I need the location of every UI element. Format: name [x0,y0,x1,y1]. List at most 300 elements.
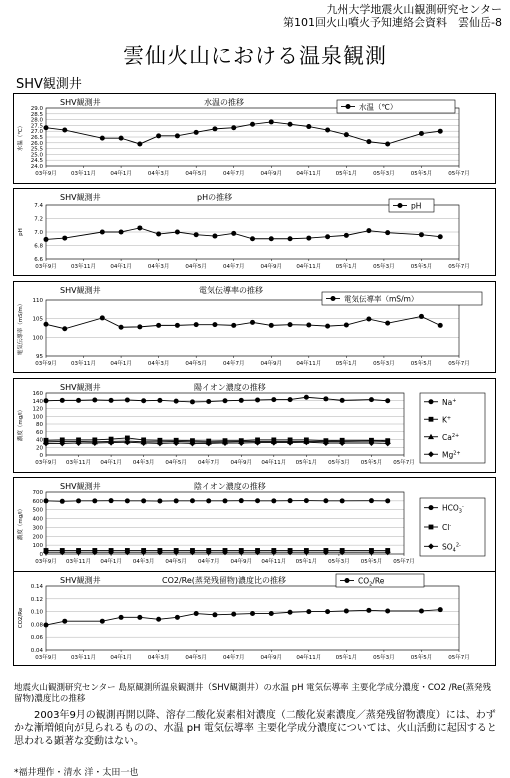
data-point [119,136,124,141]
legend-label-1: $CO_2/Re$ [358,576,385,588]
data-point [125,498,130,503]
legend-marker [345,578,350,583]
data-point [157,398,162,403]
data-point [137,141,142,146]
y-tick-label: 120 [32,406,43,413]
x-tick-label: 04年5月 [185,171,207,177]
page-title: 雲仙火山における温泉観測 [123,44,387,68]
y-tick-label: 0.14 [30,584,43,590]
data-point [206,498,211,503]
legend-marker [429,399,434,404]
data-point [306,323,311,328]
data-point [60,398,65,403]
x-tick-label: 04年11月 [261,460,287,466]
legend-label-1: 水温（℃） [359,102,398,112]
data-point [419,314,424,319]
y-tick-label: 26.5 [30,135,43,141]
chart-panel-conductivity [13,281,496,373]
chart-well-label: SHV観測井 [60,383,101,392]
data-point [239,398,244,403]
data-point [119,230,124,235]
data-point [175,615,180,620]
data-point [76,398,81,403]
series-1 [44,225,443,241]
y-tick-label: 0.08 [30,622,43,629]
chart-panel-ph [13,188,496,276]
x-tick-label: 04年1月 [100,460,122,466]
x-tick-label: 05年3月 [328,460,350,466]
x-tick-label: 05年5月 [410,171,433,177]
x-tick-label: 03年11月 [71,264,97,270]
y-tick-label: 200 [32,534,43,541]
x-tick-label: 05年5月 [410,655,433,661]
series-line [46,316,440,328]
data-point [206,399,211,404]
data-point [194,232,199,237]
chart-title: CO2/Re(蒸発残留物)濃度比の推移 [162,576,287,585]
x-tick-label: 04年9月 [260,264,283,270]
data-point [100,619,105,624]
data-point [419,131,424,136]
data-point [288,236,293,241]
data-point [306,124,311,129]
data-point [212,234,217,239]
chart-well-label: SHV観測井 [60,576,101,585]
data-point [323,498,328,503]
y-tick-label: 7.4 [34,203,43,209]
series-1 [44,498,391,504]
body-text [14,709,500,748]
x-tick-label: 03年11月 [66,460,92,466]
data-point [92,397,97,402]
y-tick-label: 28.0 [30,117,43,124]
chart-well-label: SHV観測井 [60,286,101,295]
data-point [250,611,255,616]
legend-label-2: Cl- [442,523,452,532]
y-axis-label: 濃度（mg/l） [18,406,24,442]
x-tick-label: 03年9月 [35,171,57,177]
legend-marker [398,203,403,208]
y-tick-label: 25.0 [30,152,43,159]
data-point [44,623,49,628]
x-tick-label: 03年11月 [71,171,97,177]
chart-title: 陰イオン濃度の推移 [194,482,266,491]
y-tick-label: 400 [32,516,43,523]
chart-well-label: SHV観測井 [60,193,101,202]
y-tick-label: 7.0 [34,230,43,236]
y-axis-label: 濃度（mg/l） [18,505,24,541]
y-tick-label: 0.06 [30,635,43,642]
x-tick-label: 04年5月 [185,655,207,661]
y-axis-label: pH [18,228,24,236]
x-tick-label: 05年7月 [448,171,470,177]
data-point [288,498,293,503]
x-tick-label: 05年7月 [393,559,415,565]
chart-panel-cations [13,378,496,473]
y-tick-label: 25.5 [30,146,43,153]
x-tick-label: 05年3月 [373,264,395,270]
data-point [62,326,67,331]
data-point [325,234,330,239]
data-point [141,398,146,403]
x-tick-label: 03年9月 [35,655,57,661]
data-point [194,322,199,327]
y-tick-label: 0.10 [30,609,43,616]
data-point [156,323,161,328]
x-tick-label: 04年9月 [230,559,253,565]
x-tick-label: 04年5月 [185,361,207,367]
y-tick-label: 27.5 [30,123,43,130]
data-point [174,399,179,404]
data-point [344,323,349,328]
y-tick-label: 140 [32,398,43,405]
legend-marker [429,417,434,422]
x-tick-label: 04年1月 [110,655,132,661]
x-tick-label: 03年9月 [35,361,57,367]
series-line [46,228,440,239]
y-axis-label: CO2/Re [18,607,24,629]
data-point [366,228,371,233]
y-tick-label: 0 [39,552,43,558]
x-tick-label: 04年3月 [147,655,170,661]
x-tick-label: 05年1月 [335,655,358,661]
chart-title: 水温の推移 [204,98,244,107]
data-point [100,136,105,141]
x-tick-label: 05年1月 [335,361,358,367]
data-point [175,133,180,138]
series-line [46,610,440,625]
chart-title: pHの推移 [197,193,233,202]
data-point [109,498,114,503]
chart-well-label: SHV観測井 [60,98,101,107]
data-point [194,611,199,616]
data-point [175,323,180,328]
legend-label-1: Na+ [442,397,457,407]
data-point [269,323,274,328]
x-tick-label: 05年1月 [335,264,358,270]
data-point [137,615,142,620]
y-tick-label: 20 [36,445,43,452]
data-point [137,324,142,329]
chart-well-label: SHV観測井 [60,482,101,491]
y-tick-label: 600 [32,498,43,505]
x-tick-label: 05年3月 [373,655,395,661]
data-point [250,122,255,127]
data-point [385,141,390,146]
plot-frame [46,586,459,650]
data-point [323,396,328,401]
y-tick-label: 28.5 [30,111,43,118]
data-point [212,126,217,131]
x-tick-label: 04年7月 [222,171,245,177]
x-tick-label: 03年9月 [35,460,57,466]
y-tick-label: 500 [32,507,43,514]
x-tick-label: 03年11月 [66,559,92,565]
x-tick-label: 04年3月 [147,171,170,177]
legend-label-3: $Ca^{2+}$ [442,432,460,442]
data-point [271,397,276,402]
data-point [325,324,330,329]
data-point [369,397,374,402]
x-tick-label: 03年11月 [71,655,97,661]
data-point [174,498,179,503]
chart-title: 電気伝導率の推移 [199,286,263,295]
chart-co2-ratio [14,572,495,665]
data-point [100,315,105,320]
data-point [385,321,390,326]
y-tick-label: 26.0 [30,140,43,147]
y-tick-label: 100 [32,414,43,421]
x-tick-label: 05年7月 [393,460,415,466]
data-point [190,498,195,503]
data-point [366,139,371,144]
data-point [44,498,49,503]
y-tick-label: 100 [32,543,43,550]
data-point [156,133,161,138]
data-point [385,608,390,613]
chart-panel-co2-ratio [13,571,496,666]
data-point [157,499,162,504]
y-tick-label: 95 [36,354,43,360]
data-point [288,122,293,127]
data-point [340,398,345,403]
x-tick-label: 04年11月 [296,655,322,661]
y-tick-label: 27.0 [30,129,43,136]
data-point [62,128,67,133]
data-point [223,498,228,503]
x-tick-label: 04年9月 [260,361,283,367]
x-tick-label: 05年7月 [448,264,470,270]
data-point [438,323,443,328]
x-tick-label: 05年5月 [410,361,433,367]
data-point [223,398,228,403]
data-point [369,498,374,503]
data-point [344,132,349,137]
x-tick-label: 05年3月 [328,559,350,565]
x-tick-label: 04年1月 [110,171,132,177]
x-tick-label: 04年3月 [132,559,155,565]
data-point [344,608,349,613]
data-point [385,230,390,235]
data-point [141,498,146,503]
x-tick-label: 04年3月 [132,460,155,466]
data-point [190,399,195,404]
figure-caption: 地震火山観測研究センター 島原観測所温泉観測井（SHV観測井）の水温 pH 電気伝導率 主要化学成分濃度・CO2 /Re(蒸発残留物)濃度比の推移 [14,683,492,704]
chart-temperature [14,94,495,183]
chart-title: 陽イオン濃度の推移 [194,383,266,392]
chart-anions [14,478,495,573]
y-tick-label: 60 [36,429,43,436]
data-point [212,322,217,327]
data-point [269,236,274,241]
data-point [125,397,130,402]
data-point [231,612,236,617]
y-tick-label: 300 [32,525,43,532]
data-point [366,317,371,322]
chart-panel-temperature [13,93,496,184]
data-point [325,128,330,133]
chart-conductivity [14,282,495,372]
y-tick-label: 100 [32,335,43,342]
y-tick-label: 24.0 [30,164,43,170]
authors: *福井理作・清水 洋・太田一也 [14,768,139,778]
data-point [250,236,255,241]
x-tick-label: 04年11月 [296,264,322,270]
x-tick-label: 04年1月 [110,264,132,270]
data-point [44,237,49,242]
x-tick-label: 04年3月 [147,264,170,270]
x-tick-label: 05年7月 [448,655,470,661]
x-tick-label: 05年1月 [295,460,318,466]
data-point [231,323,236,328]
series-1 [44,314,443,331]
x-tick-label: 04年9月 [230,460,253,466]
y-tick-label: 105 [32,316,43,323]
chart-cations [14,379,495,472]
y-axis-label: 水温（℃） [18,122,24,152]
data-point [60,499,65,504]
y-tick-label: 700 [32,490,43,496]
legend-marker [346,104,351,109]
data-point [325,609,330,614]
data-point [44,125,49,130]
y-tick-label: 80 [36,422,43,428]
data-point [340,498,345,503]
y-tick-label: 160 [32,391,43,397]
data-point [250,320,255,325]
y-tick-label: 0.04 [30,648,43,654]
legend-label-3: $SO_4^{2-}$ [442,542,461,554]
y-tick-label: 7.2 [34,216,43,223]
data-point [288,397,293,402]
x-tick-label: 05年5月 [410,264,433,270]
legend-marker [331,296,336,301]
body-paragraph: 2003年9月の観測再開以降、溶存二酸化炭素相対濃度（二酸化炭素濃度／蒸発残留物濃度）には、わずかな漸増傾向が見られるものの、水温 pH 電気伝導率 主要化学成分濃度については、火山活動に起因すると思われる顕著な変動はない。 [14,710,497,747]
data-point [304,498,309,503]
data-point [137,225,142,230]
series-1 [44,395,391,405]
data-point [385,398,390,403]
chart-panel-anions [13,477,496,574]
y-tick-label: 6.8 [34,243,43,250]
data-point [255,498,260,503]
legend-label-1: pH [411,201,422,211]
legend-label-1: $HCO_3^-$ [442,503,464,515]
y-tick-label: 110 [32,298,43,304]
x-tick-label: 05年7月 [448,361,470,367]
x-tick-label: 04年9月 [260,171,283,177]
y-tick-label: 0 [39,453,43,459]
x-tick-label: 04年11月 [296,361,322,367]
legend-marker [429,525,434,530]
legend-label-4: $Mg^{2+}$ [442,450,461,460]
legend-label-2: K+ [442,415,452,425]
data-point [269,119,274,124]
data-point [119,615,124,620]
x-tick-label: 05年3月 [373,171,395,177]
x-tick-label: 04年7月 [222,264,245,270]
data-point [344,233,349,238]
data-point [44,322,49,327]
header-line-2: 第101回火山噴火予知連絡会資料 雲仙岳-8 [283,16,502,29]
y-tick-label: 0.12 [30,596,43,603]
x-tick-label: 04年3月 [147,361,170,367]
data-point [231,125,236,130]
y-tick-label: 40 [36,437,43,444]
data-point [288,610,293,615]
x-tick-label: 03年9月 [35,264,57,270]
x-tick-label: 03年11月 [71,361,97,367]
data-point [419,608,424,613]
data-point [269,611,274,616]
data-point [194,130,199,135]
x-tick-label: 04年1月 [100,559,122,565]
chart-ph [14,189,495,275]
x-tick-label: 04年5月 [185,264,207,270]
data-point [231,231,236,236]
data-point [288,322,293,327]
x-tick-label: 04年11月 [296,171,322,177]
x-tick-label: 03年9月 [35,559,57,565]
section-label: SHV観測井 [16,77,82,92]
data-point [419,232,424,237]
data-point [239,498,244,503]
data-point [119,325,124,330]
data-point [62,619,67,624]
data-point [109,398,114,403]
data-point [156,617,161,622]
x-tick-label: 04年7月 [197,460,220,466]
x-tick-label: 05年5月 [360,460,383,466]
y-tick-label: 24.5 [30,158,43,165]
legend-label-1: 電気伝導率（mS/m） [344,294,419,304]
legend-marker [429,505,434,510]
data-point [76,498,81,503]
x-tick-label: 04年7月 [222,655,245,661]
data-point [306,236,311,241]
data-point [44,398,49,403]
data-point [438,607,443,612]
data-point [212,612,217,617]
x-tick-label: 04年7月 [197,559,220,565]
x-tick-label: 04年7月 [222,361,245,367]
data-point [385,498,390,503]
x-tick-label: 05年5月 [360,559,383,565]
x-tick-label: 04年1月 [110,361,132,367]
x-tick-label: 05年1月 [295,559,318,565]
data-point [366,608,371,613]
data-point [156,232,161,237]
data-point [100,230,105,235]
data-point [92,498,97,503]
plot-frame [46,300,459,356]
x-tick-label: 05年1月 [335,171,358,177]
data-point [304,395,309,400]
header-line-1: 九州大学地震火山観測研究センター [326,3,502,16]
x-tick-label: 04年11月 [261,559,287,565]
y-tick-label: 29.0 [30,106,43,112]
data-point [62,236,67,241]
data-point [255,397,260,402]
x-tick-label: 04年5月 [165,559,187,565]
y-tick-label: 6.6 [34,257,43,263]
data-point [175,230,180,235]
data-point [271,498,276,503]
x-tick-label: 04年9月 [260,655,283,661]
data-point [306,609,311,614]
y-axis-label: 電気伝導率（mS/m） [18,300,24,356]
series-1 [44,119,443,146]
